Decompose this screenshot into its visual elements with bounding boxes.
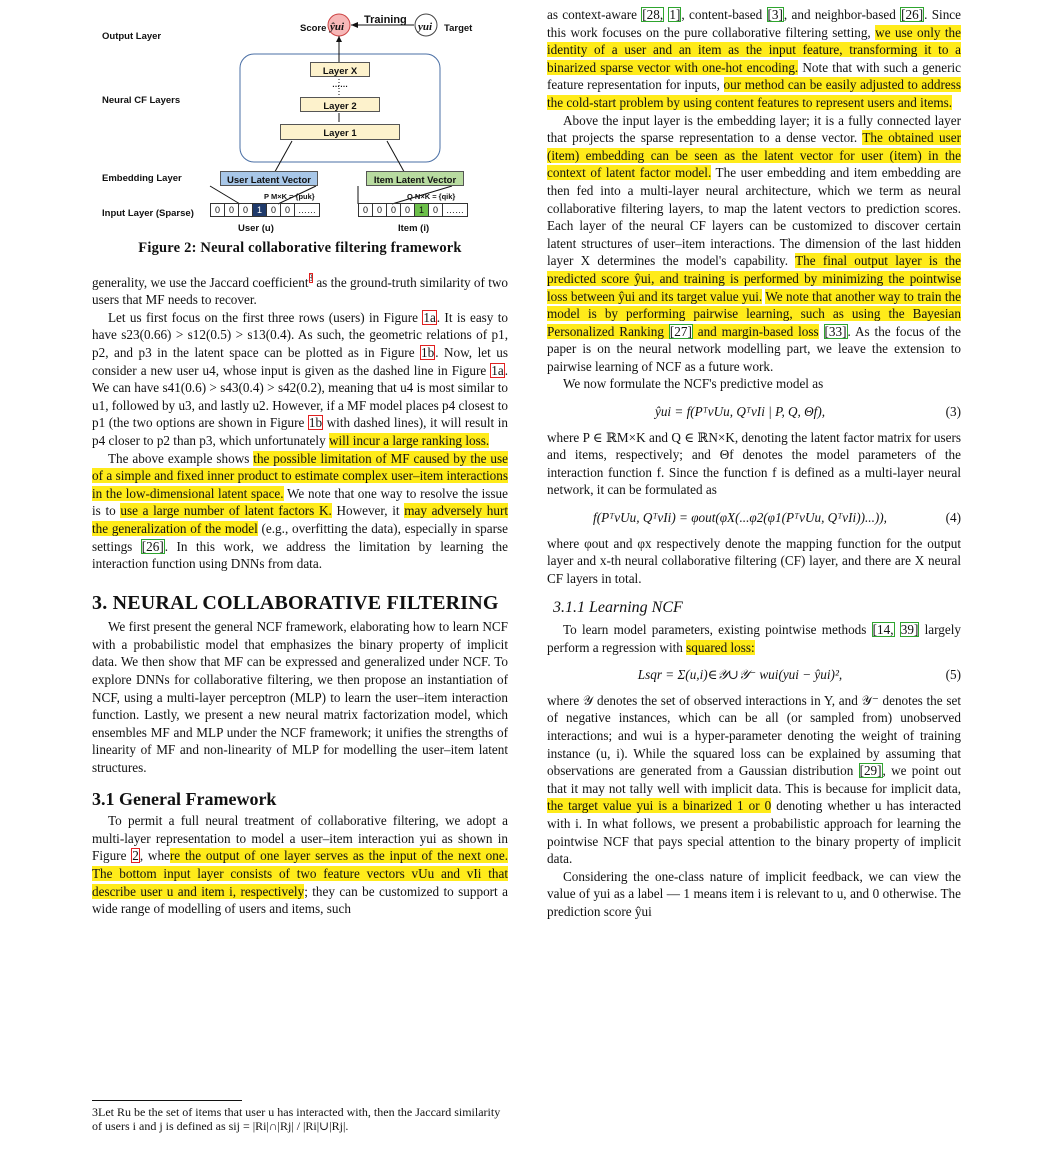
user-cell: 0 [281, 204, 295, 216]
ncf-framework-figure [92, 6, 508, 234]
citation-link[interactable]: [14, [872, 622, 894, 637]
figure-2-link[interactable]: 2 [132, 848, 139, 864]
user-cell: 0 [239, 204, 253, 216]
item-matrix-label: Q N×K = {qik} [407, 192, 456, 201]
paragraph-general-framework: To permit a full neural treatment of collaborative filtering, we adopt a multi-layer representation to model a user–item interaction yui as shown in Figure 2, where the output of one layer serves as the input of the next one. The bottom input layer consists of two feature vectors vUu and vIi that describe user u and item i, respectively; they can be customized to support a wide range of modelling of users and items, such [92, 813, 508, 917]
item-cell-active: 1 [415, 204, 429, 216]
embedding-layer-label: Embedding Layer [102, 173, 182, 184]
item-cell: …… [446, 205, 464, 215]
highlight: re the output of one layer serves as the input of the next one. The bottom input layer consists of two feature vectors vUu and vIi that describe user u and item i, respectively [92, 848, 508, 899]
item-cell: 0 [359, 204, 373, 216]
figure-1a-link[interactable]: 1a [423, 309, 436, 325]
footnote-rule [92, 1100, 242, 1101]
training-label: Training [364, 14, 407, 26]
figure-caption: Figure 2: Neural collaborative filtering framework [138, 240, 462, 256]
citation-link[interactable]: [27] [669, 323, 692, 339]
highlight: may adversely hurt the generalization of the model [92, 503, 508, 536]
user-input-vector [210, 203, 320, 217]
citation-link[interactable]: 39] [900, 622, 919, 637]
equation-5: Lsqr = Σ(u,i)∈𝒴∪𝒴⁻ wui(yui − ŷui)², (5) [637, 667, 961, 683]
item-caption: Item (i) [398, 223, 430, 234]
user-cell-active: 1 [253, 204, 267, 216]
citation-link[interactable]: 1] [669, 7, 681, 22]
right-column [547, 6, 961, 921]
paragraph-limitation: The above example shows the possible limitation of MF caused by the use of a simple and fixed inner product to estimate complex user–item interactions in the low-dimensional latent space. We note that one way to resolve the issue is to use a large number of latent factors K. However, it may adversely hurt the generalization of the model (e.g., overfitting the data), especially in sparse settings [26]. In this work, we address the limitation by learning the interaction function using DNNs from data. [92, 450, 508, 572]
user-latent-vector-box: User Latent Vector [220, 171, 318, 186]
user-cell: 0 [211, 204, 225, 216]
layer-1-box: Layer 1 [280, 124, 400, 140]
user-matrix-label: P M×K = {puk} [264, 192, 315, 201]
user-caption: User (u) [238, 223, 274, 234]
footnote-text: 3Let Ru be the set of items that user u has interacted with, then the Jaccard similarity of users i and j is defined as sij = |Ri|∩|Rj| / |Ri|∪|Rj|. [92, 1105, 501, 1133]
highlight: The final output layer is the predicted score ŷui, and training is performed by minimizing the pointwise loss between ŷui and its target value yui. [547, 253, 962, 304]
subsection-heading: 3.1 General Framework [92, 788, 277, 809]
highlight: the possible limitation of MF caused by the use of a simple and fixed inner product to estimate complex user–item interactions in the low-dimensional latent space. [92, 450, 508, 501]
user-cell: 0 [225, 204, 239, 216]
item-cell: 0 [373, 204, 387, 216]
citation-link[interactable]: [3] [767, 7, 783, 22]
subsubsection-heading: 3.1.1 Learning NCF [553, 599, 683, 617]
paragraph-params: where P ∈ ℝM×K and Q ∈ ℝN×K, denoting the latent factor matrix for users and items, respectively; and Θf denotes the model parameters of the interaction function f. Since the function f is defined as a multi-layer neural network, it can be formulated as [547, 429, 961, 498]
paragraph-example: Let us first focus on the first three rows (users) in Figure 1a. It is easy to have s23(0.66) > s12(0.5) > s13(0.4). As such, the geometric relations of p1, p2, and p3 in the latent space can be plotted as in Figure 1b. Now, let us consider a new user u4, whose input is given as the dashed line in Figure 1a. We can have s41(0.6) > s43(0.4) > s42(0.2), meaning that u4 is most similar to u1, followed by u3, and lastly u2. However, if a MF model places p4 closest to p1 (the two options are shown in Figure 1b with dashed lines), it will result in p4 closer to p2 than p3, which unfortunately will incur a large ranking loss. [92, 309, 509, 448]
item-latent-vector-box: Item Latent Vector [366, 171, 464, 186]
equation-3: ŷui = f(PᵀvUu, QᵀvIi | P, Q, Θf), (3) [654, 404, 961, 420]
highlight: and margin-based loss [692, 323, 819, 339]
highlight: We note that another way to train the model is by performing pairwise learning, such as using the Bayesian Personalized Ranking [547, 288, 962, 339]
citation-link[interactable]: [33] [824, 323, 847, 339]
paragraph-one-class: Considering the one-class nature of implicit feedback, we can view the value of yui as a label — 1 means item i is relevant to u, and 0 otherwise. The prediction score ŷui [547, 868, 961, 919]
citation-link[interactable]: [29] [859, 763, 882, 779]
paragraph-input-feature: as context-aware [28, 1], content-based [3], and neighbor-based [26]. Since this work focuses on the pure collaborative filtering setting, we use only the identity of a user and an item as the input feature, transforming it to a binarized sparse vector with one-hot encoding. Note that with such a generic feature representation for inputs, our method can be easily adjusted to address the cold-start problem by using content features to represent users and items. [547, 7, 962, 110]
highlight: use a large number of latent factors K. [120, 503, 332, 519]
output-layer-label: Output Layer [102, 31, 162, 42]
neural-cf-layers-label: Neural CF Layers [102, 95, 181, 106]
highlight: The obtained user (item) embedding can be seen as the latent vector for user (item) in the context of latent factor model. [547, 130, 961, 181]
paragraph-ncf-intro: We first present the general NCF framework, elaborating how to learn NCF with a probabilistic model that emphasizes the binary property of implicit data. We then show that MF can be expressed and generalized under NCF. To explore DNNs for collaborative filtering, we then propose an instantiation of NCF, using a multi-layer perceptron (MLP) to learn the user–item interaction function. Lastly, we present a new neural matrix factorization model, which ensembles MF and MLP under the NCF framework; it unifies the strengths of linearity of MF and non-linearity of MLP for modelling the user–item latent structures. [92, 619, 508, 776]
item-cell: 0 [429, 204, 443, 216]
item-cell: 0 [401, 204, 415, 216]
user-cell: 0 [267, 204, 281, 216]
highlight: we use only the identity of a user and an item as the input feature, transforming it to a binarized sparse vector with one-hot encoding. [547, 24, 962, 75]
paragraph-squared-loss: where 𝒴 denotes the set of observed interactions in Y, and 𝒴⁻ denotes the set of negative instances, which can be all (or sampled from) unobserved interactions; and wui is a hyper-parameter denoting the weight of training instance (u, i). While the squared loss can be explained by assuming that observations are generated from a Gaussian distribution [29], we point out that it may not tally well with implicit data. This is because for implicit data, the target value yui is a binarized 1 or 0 denoting whether u has interacted with i. In what follows, we present a probabilistic approach for learning the pointwise NCF that pays special attention to the binary property of implicit data. [547, 692, 962, 867]
citation-link[interactable]: [26] [141, 538, 164, 554]
highlight: squared loss: [686, 639, 755, 655]
paragraph-formulate: We now formulate the NCF's predictive model as [563, 376, 824, 392]
paragraph-embedding: Above the input layer is the embedding layer; it is a fully connected layer that projects the sparse representation to a dense vector. The obtained user (item) embedding can be seen as the latent vector for user (item) in the context of latent factor model. The user embedding and item embedding are then fed into a multi-layer neural architecture, which we term as neural collaborative filtering layers, to map the latent vectors to prediction scores. Each layer of the neural CF layers can be customized to discover certain latent structures of user–item interactions. The dimension of the last hidden layer X determines the model's capability. The final output layer is the predicted score ŷui, and training is performed by minimizing the pointwise loss between ŷui and its target value yui. We note that another way to train the model is by performing pairwise learning, such as using the Bayesian Personalized Ranking [27] and margin-based loss [33]. As the focus of the paper is on the neural network modelling part, we leave the extension to pairwise learning of NCF as a future work. [547, 112, 962, 374]
highlight: will incur a large ranking loss. [328, 432, 490, 448]
paragraph-learning: To learn model parameters, existing pointwise methods [14, 39] largely perform a regression with squared loss: [547, 622, 961, 655]
item-input-vector [358, 203, 468, 217]
score-label: Score [300, 23, 327, 34]
equation-4: f(PᵀvUu, QᵀvIi) = φout(φX(...φ2(φ1(PᵀvUu, QᵀvIi))...)), (4) [593, 510, 961, 526]
footnote-link[interactable]: 3 [308, 273, 313, 284]
score-symbol: ŷui [330, 21, 345, 33]
target-symbol: yui [418, 21, 433, 33]
figure-1a-link[interactable]: 1a [491, 362, 504, 378]
section-heading: 3. NEURAL COLLABORATIVE FILTERING [92, 591, 499, 614]
user-cell: …… [298, 205, 316, 215]
paragraph-mapping: where φout and φx respectively denote the mapping function for the output layer and x-th neural collaborative filtering (CF) layer, and there are X neural CF layers in total. [547, 535, 961, 586]
target-label: Target [444, 23, 473, 34]
left-column [92, 6, 508, 918]
input-layer-label: Input Layer (Sparse) [102, 208, 194, 219]
figure-1b-link[interactable]: 1b [308, 415, 323, 431]
layer-dots: …… [332, 80, 348, 89]
paragraph-jaccard: generality, we use the Jaccard coefficient$^3$ as the ground-truth similarity of two users that MF needs to recover. [92, 273, 508, 308]
highlight: our method can be easily adjusted to address the cold-start problem by using content features to represent users and items. [547, 77, 961, 110]
citation-link[interactable]: [26] [901, 7, 924, 22]
figure-1b-link[interactable]: 1b [421, 344, 435, 360]
highlight: the target value yui is a binarized 1 or 0 [547, 798, 772, 814]
footnote [92, 1100, 508, 1133]
layer-x-box: Layer X [310, 62, 370, 77]
item-cell: 0 [387, 204, 401, 216]
layer-2-box: Layer 2 [300, 97, 380, 112]
citation-link[interactable]: [28, [642, 7, 664, 22]
